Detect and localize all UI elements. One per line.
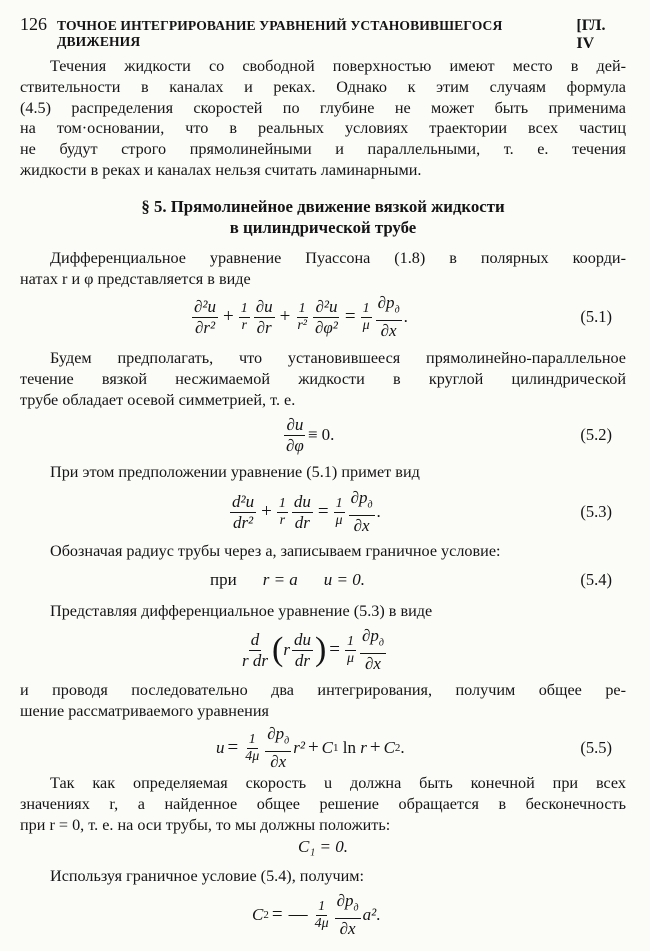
- equation-number: (5.4): [580, 570, 612, 589]
- section-heading: [20, 196, 626, 238]
- equation-rhs: ≡ 0.: [307, 425, 335, 444]
- paragraph-integration: [20, 680, 626, 722]
- equation-body: C 2 = — $\frac{1}{4\mu}$ $\frac{\partial p_д}{\partial x}$ a² .: [252, 890, 381, 939]
- intro-paragraph: [20, 56, 626, 181]
- equation-body: $\frac{\partial u}{\partial\varphi}$ ≡ 0.: [286, 414, 335, 455]
- equation-5-5: [20, 722, 626, 774]
- running-title: ТОЧНОЕ ИНТЕГРИРОВАНИЕ УРАВНЕНИЙ УСТАНОВИВШЕГОСЯ ДВИЖЕНИЯ: [57, 18, 503, 49]
- equation-5-1: [20, 292, 626, 342]
- text-line: течение вязкой несжимаемой жидкости в круглой цилиндрической: [20, 369, 626, 388]
- equation-number: (5.2): [580, 425, 612, 444]
- equation-body: $\frac{d}{\text{r dr}}$ ( r $\frac{du}{dr}$ ) = $\frac{1}{\mu}$ $\frac{\partial p_д}{\partial x}$: [242, 625, 384, 674]
- equation-body: [298, 830, 348, 864]
- text-line: (4.5) распределения скоростей по глубине не может быть применима: [20, 98, 626, 117]
- text-line: шение рассматриваемого уравнения: [20, 701, 269, 720]
- text-line: Дифференциальное уравнение Пуассона (1.8) в полярных коорди-: [50, 249, 626, 267]
- text-line: Так как определяемая скорость u должна быть конечной при всех: [50, 774, 626, 792]
- paragraph-representation: [20, 601, 626, 622]
- section-heading-line1: § 5. Прямолинейное движение вязкой жидкости: [141, 197, 505, 216]
- equation-c1: [20, 830, 626, 864]
- text-line: и проводя последовательно два интегрирования, получим общее ре-: [20, 681, 626, 699]
- text-line: Течения жидкости со свободной поверхностью имеют место в дей-: [50, 57, 626, 75]
- equation-number: (5.5): [580, 738, 612, 757]
- text-line: При этом предположении уравнение (5.1) примет вид: [50, 463, 420, 481]
- equation-number: (5.3): [580, 502, 612, 521]
- equation-5-4: [20, 560, 626, 600]
- equation-body: $\frac{\text{∂²u}}{\text{∂r²}}$ + $\frac{1}{r}$ $\frac{\partial u}{\partial r}$ + $\frac{1}{\text{r²}}$ $\frac{\text{∂²u}}{\text{∂φ²}}$ = $\frac{1}{\mu}$ $\frac{\partial p_д}{\partial x}$ .: [194, 292, 408, 341]
- text-line: жидкости в реках и каналах нельзя считать ламинарными.: [20, 160, 422, 179]
- text-line: Используя граничное условие (5.4), получим:: [50, 867, 365, 885]
- text-line: при r = 0, т. е. на оси трубы, то мы должны положить:: [20, 815, 391, 834]
- text-line: на том·основании, что в реальных условиях траектории всех частиц: [20, 119, 626, 138]
- paragraph-finite-velocity: [20, 773, 626, 835]
- equation-body: [210, 560, 365, 600]
- equation-c2: [20, 890, 626, 940]
- condition-u: u = 0.: [323, 570, 366, 589]
- text-line: Будем предполагать, что установившееся прямолинейно-параллельное: [50, 349, 626, 367]
- equation-5-2: [20, 410, 626, 460]
- paragraph-boundary: [20, 866, 626, 887]
- condition-r: r = a: [262, 570, 298, 589]
- text-line: Представляя дифференциальное уравнение (5.3) в виде: [50, 602, 433, 620]
- paragraph-assumption: [20, 462, 626, 483]
- equation-text: C₁ = 0.: [298, 837, 348, 856]
- text-line: не будут строго прямолинейными и параллельными, т. е. течения: [20, 140, 626, 159]
- text-line: значениях r, а найденное общее решение обращается в бесконечность: [20, 794, 626, 813]
- condition-word: при: [210, 570, 237, 589]
- paragraph-poisson: [20, 248, 626, 290]
- paragraph-axial-symmetry: [20, 348, 626, 410]
- text-line: Обозначая радиус трубы через a, записываем граничное условие:: [50, 542, 501, 560]
- text-line: трубе обладает осевой симметрией, т. е.: [20, 390, 296, 409]
- page-header: [20, 14, 626, 52]
- text-line: натах r и φ представляется в виде: [20, 269, 251, 288]
- equation-representation: [20, 624, 626, 676]
- text-line: ствительности в каналах и реках. Однако к этим случаям формула: [20, 77, 626, 96]
- section-heading-line2: в цилиндрической трубе: [229, 218, 417, 237]
- equation-body: u = $\frac{1}{4\mu}$ $\frac{\partial p_д}{\partial x}$ r² + C 1 ln r + C 2 .: [216, 723, 405, 772]
- chapter-label: [ГЛ. IV: [576, 17, 606, 52]
- equation-body: $\frac{\text{d²u}}{\text{dr²}}$ + $\frac{1}{r}$ $\frac{du}{dr}$ = $\frac{1}{\mu}$ $\frac{\partial p_д}{\partial x}$ .: [232, 487, 381, 536]
- equation-5-3: [20, 487, 626, 537]
- equation-number: (5.1): [580, 307, 612, 326]
- page-number: 126: [20, 14, 47, 34]
- paragraph-radius: [20, 541, 626, 562]
